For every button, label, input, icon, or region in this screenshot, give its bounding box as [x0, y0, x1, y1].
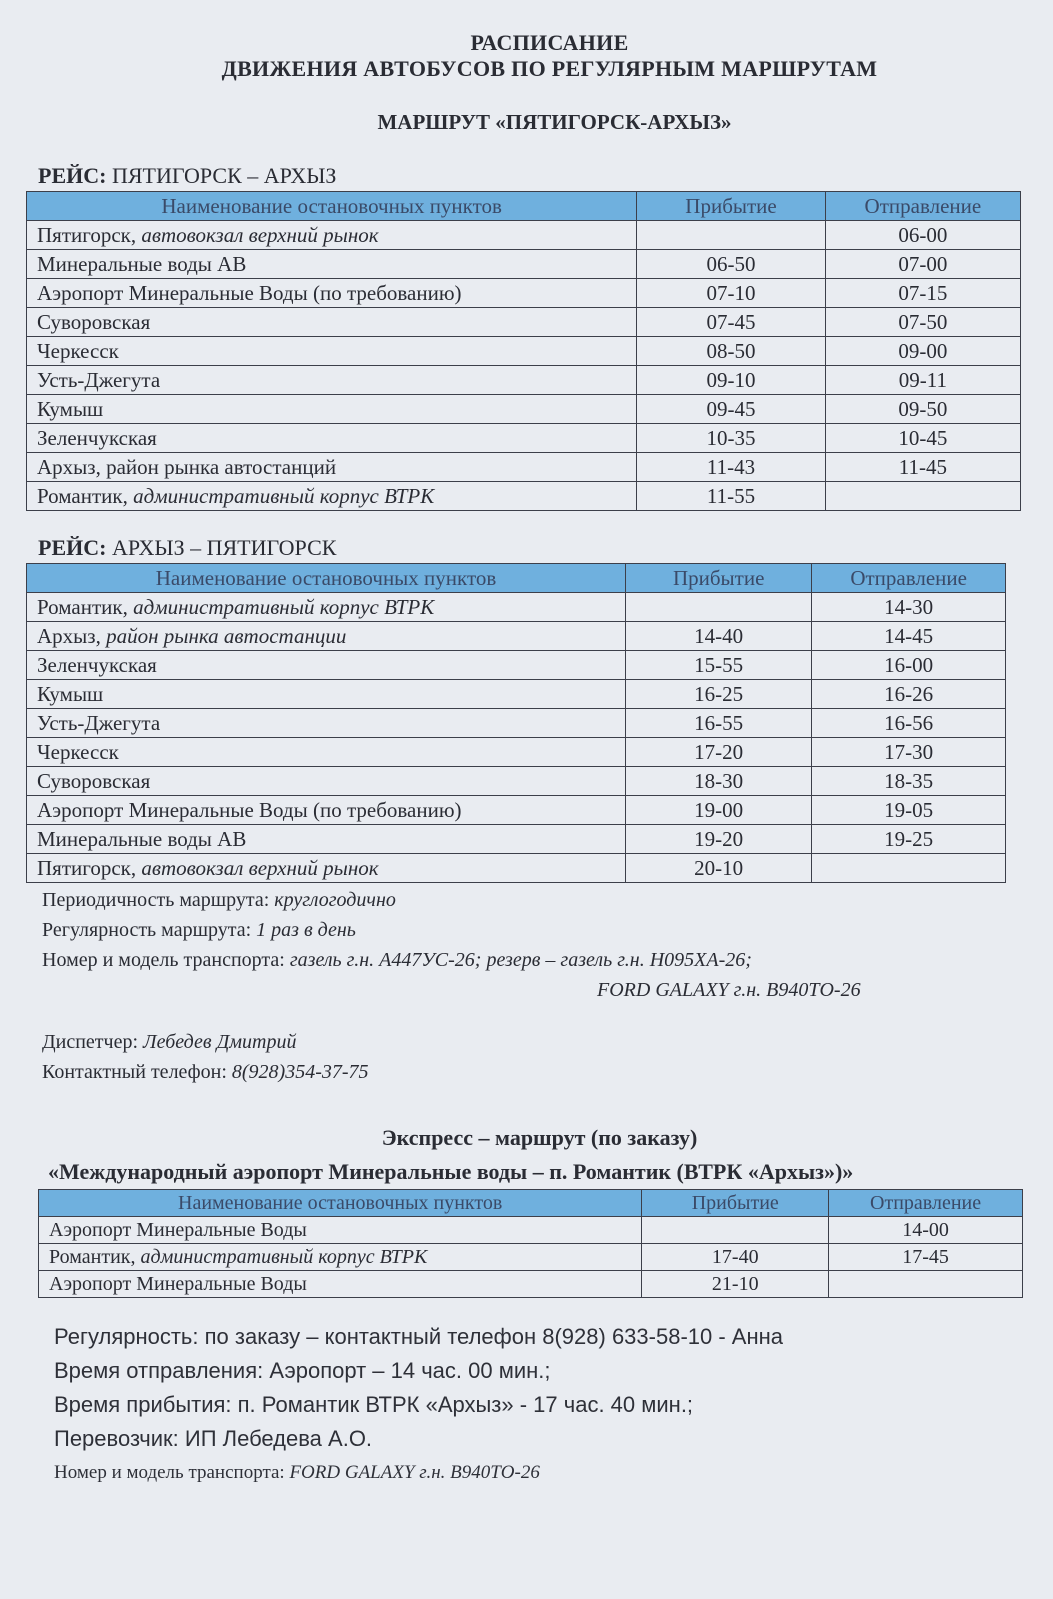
arrival-cell: 11-43 — [637, 453, 825, 482]
table-row — [39, 1217, 1023, 1244]
stop-cell — [27, 308, 637, 337]
arrival-cell: 16-55 — [626, 709, 812, 738]
dispatcher-label: Диспетчер: — [42, 1031, 139, 1053]
stop-note: автовокзал верхний рынок — [141, 855, 379, 880]
col-departure-header: Отправление — [812, 564, 1006, 593]
departure-cell — [825, 482, 1020, 511]
arrival-cell: 17-20 — [626, 738, 812, 767]
arrival-cell: 06-50 — [637, 250, 825, 279]
title-line-1: РАСПИСАНИЕ — [470, 30, 629, 55]
departure-cell: 17-30 — [812, 738, 1006, 767]
departure-cell: 14-30 — [812, 593, 1006, 622]
departure-cell — [829, 1271, 1023, 1298]
col-arrival-header: Прибытие — [626, 564, 812, 593]
table-row — [27, 854, 1006, 883]
stop-name: Пятигорск, — [37, 222, 137, 247]
arrival-cell: 11-55 — [637, 482, 825, 511]
departure-cell: 07-15 — [825, 279, 1020, 308]
departure-cell: 16-26 — [812, 680, 1006, 709]
table-row — [27, 308, 1021, 337]
stop-note: административный корпус ВТРК — [133, 594, 435, 619]
stop-note: административный корпус ВТРК — [140, 1245, 428, 1268]
stop-cell — [27, 395, 637, 424]
footer-carrier: Перевозчик: ИП Лебедева А.О. — [54, 1426, 373, 1451]
regularity-value: 1 раз в день — [256, 919, 356, 941]
departure-cell: 19-25 — [812, 825, 1006, 854]
table-row — [27, 680, 1006, 709]
stop-note: автовокзал верхний рынок — [141, 222, 379, 247]
stop-cell — [27, 709, 626, 738]
arrival-cell: 19-00 — [626, 796, 812, 825]
departure-cell: 14-00 — [829, 1217, 1023, 1244]
table-row — [27, 651, 1006, 680]
arrival-cell: 16-25 — [626, 680, 812, 709]
title-line-2: ДВИЖЕНИЯ АВТОБУСОВ ПО РЕГУЛЯРНЫМ МАРШРУТАМ — [221, 56, 878, 81]
table-row — [27, 250, 1021, 279]
stop-cell — [27, 250, 637, 279]
table-row — [27, 424, 1021, 453]
express-table — [38, 1189, 1023, 1298]
table-row — [27, 825, 1006, 854]
phone-label: Контактный телефон: — [42, 1061, 227, 1083]
table-row — [27, 767, 1006, 796]
stop-cell — [27, 854, 626, 883]
document-title — [86, 30, 1013, 82]
trip1-heading — [38, 163, 1013, 189]
departure-cell: 09-11 — [825, 366, 1020, 395]
table-row — [39, 1271, 1023, 1298]
trip1-table — [26, 191, 1021, 511]
table-row — [27, 279, 1021, 308]
arrival-cell: 19-20 — [626, 825, 812, 854]
trip2-label: РЕЙС: — [38, 535, 107, 560]
arrival-cell — [637, 221, 825, 250]
table-row — [27, 453, 1021, 482]
arrival-cell: 10-35 — [637, 424, 825, 453]
stop-name: Аэропорт Минеральные Воды — [49, 1272, 307, 1295]
stop-cell — [27, 796, 626, 825]
stop-cell — [39, 1217, 642, 1244]
departure-cell: 18-35 — [812, 767, 1006, 796]
stop-name: Романтик, — [49, 1245, 136, 1268]
table-row — [27, 337, 1021, 366]
table-row — [27, 593, 1006, 622]
trip1-body — [27, 221, 1021, 511]
footer-transport-value: FORD GALAXY г.н. В940ТО-26 — [289, 1462, 540, 1483]
footer-transport — [54, 1456, 1013, 1490]
stop-cell — [27, 622, 626, 651]
trip1-label: РЕЙС: — [38, 163, 107, 188]
table-row — [27, 395, 1021, 424]
transport-line — [42, 945, 1013, 975]
table-row — [27, 738, 1006, 767]
arrival-cell — [626, 593, 812, 622]
stop-name: Архыз, район рынка автостанций — [37, 454, 337, 479]
departure-cell: 06-00 — [825, 221, 1020, 250]
stop-name: Аэропорт Минеральные Воды — [49, 1218, 307, 1241]
express-route: «Международный аэропорт Минеральные воды – п. Романтик (ВТРК «Архыз»)» — [48, 1159, 854, 1184]
express-title: Экспресс – маршрут (по заказу) — [381, 1125, 698, 1150]
phone-value: 8(928)354-37-75 — [231, 1061, 369, 1083]
col-stop-header: Наименование остановочных пунктов — [27, 192, 637, 221]
departure-cell: 09-00 — [825, 337, 1020, 366]
route-title: МАРШРУТ «ПЯТИГОРСК-АРХЫЗ» — [377, 110, 732, 134]
dispatcher-line — [42, 1027, 1013, 1057]
arrival-cell — [642, 1217, 829, 1244]
stop-cell — [27, 593, 626, 622]
col-arrival-header: Прибытие — [642, 1190, 829, 1217]
stop-name: Архыз, — [37, 623, 101, 648]
departure-cell — [812, 854, 1006, 883]
table-row — [27, 709, 1006, 738]
arrival-cell: 17-40 — [642, 1244, 829, 1271]
stop-cell — [27, 825, 626, 854]
col-arrival-header: Прибытие — [637, 192, 825, 221]
departure-cell: 16-56 — [812, 709, 1006, 738]
table-header-row — [27, 192, 1021, 221]
departure-cell: 19-05 — [812, 796, 1006, 825]
stop-cell — [39, 1271, 642, 1298]
stop-name: Суворовская — [37, 768, 151, 793]
col-stop-header: Наименование остановочных пунктов — [27, 564, 626, 593]
stop-name: Зеленчукская — [37, 652, 157, 677]
departure-cell: 17-45 — [829, 1244, 1023, 1271]
arrival-cell: 15-55 — [626, 651, 812, 680]
table-row — [27, 622, 1006, 651]
stop-name: Зеленчукская — [37, 425, 157, 450]
departure-cell: 09-50 — [825, 395, 1020, 424]
stop-cell — [27, 767, 626, 796]
transport-label: Номер и модель транспорта: — [42, 949, 285, 971]
stop-name: Суворовская — [37, 309, 151, 334]
departure-cell: 07-00 — [825, 250, 1020, 279]
express-body — [39, 1217, 1023, 1298]
period-line — [42, 885, 1013, 915]
arrival-cell: 21-10 — [642, 1271, 829, 1298]
arrival-cell: 14-40 — [626, 622, 812, 651]
footer-departure: Время отправления: Аэропорт – 14 час. 00 мин.; — [54, 1358, 551, 1383]
period-label: Периодичность маршрута: — [42, 889, 270, 911]
trip2-table — [26, 563, 1006, 883]
stop-name: Аэропорт Минеральные Воды (по требованию) — [37, 797, 462, 822]
regularity-label: Регулярность маршрута: — [42, 919, 252, 941]
trip2-body — [27, 593, 1006, 883]
express-footer — [54, 1320, 1013, 1490]
stop-name: Кумыш — [37, 681, 104, 706]
table-row — [27, 221, 1021, 250]
transport-value: газель г.н. А447УС-26; резерв – газель г.н. Н095ХА-26; — [289, 949, 752, 971]
stop-note: административный корпус ВТРК — [133, 483, 435, 508]
stop-cell — [27, 482, 637, 511]
dispatcher-value: Лебедев Дмитрий — [143, 1031, 297, 1053]
arrival-cell: 07-10 — [637, 279, 825, 308]
stop-cell — [27, 337, 637, 366]
arrival-cell: 20-10 — [626, 854, 812, 883]
col-stop-header: Наименование остановочных пунктов — [39, 1190, 642, 1217]
trip2-heading — [38, 535, 1013, 561]
stop-cell — [27, 221, 637, 250]
departure-cell: 10-45 — [825, 424, 1020, 453]
stop-name: Кумыш — [37, 396, 104, 421]
footer-transport-label: Номер и модель транспорта: — [54, 1462, 285, 1483]
arrival-cell: 08-50 — [637, 337, 825, 366]
regularity-line — [42, 915, 1013, 945]
stop-cell — [27, 279, 637, 308]
table-header-row — [27, 564, 1006, 593]
route-meta — [42, 885, 1013, 1087]
stop-cell — [27, 366, 637, 395]
table-row — [27, 796, 1006, 825]
departure-cell: 16-00 — [812, 651, 1006, 680]
col-departure-header: Отправление — [825, 192, 1020, 221]
arrival-cell: 09-45 — [637, 395, 825, 424]
footer-regularity: Регулярность: по заказу – контактный телефон 8(928) 633-58-10 - Анна — [54, 1324, 783, 1349]
stop-name: Минеральные воды АВ — [37, 251, 247, 276]
footer-arrival: Время прибытия: п. Романтик ВТРК «Архыз» - 17 час. 40 мин.; — [54, 1392, 694, 1417]
stop-cell — [27, 651, 626, 680]
arrival-cell: 07-45 — [637, 308, 825, 337]
stop-name: Романтик, — [37, 483, 128, 508]
departure-cell: 11-45 — [825, 453, 1020, 482]
arrival-cell: 18-30 — [626, 767, 812, 796]
col-departure-header: Отправление — [829, 1190, 1023, 1217]
stop-name: Черкесск — [37, 739, 119, 764]
stop-cell — [27, 680, 626, 709]
stop-cell — [27, 453, 637, 482]
stop-note: район рынка автостанции — [106, 623, 347, 648]
phone-line — [42, 1057, 1013, 1087]
trip2-name: АРХЫЗ – ПЯТИГОРСК — [111, 535, 337, 560]
transport-line-2: FORD GALAXY г.н. В940ТО-26 — [597, 979, 861, 1001]
table-row — [39, 1244, 1023, 1271]
table-row — [27, 366, 1021, 395]
table-header-row — [39, 1190, 1023, 1217]
stop-cell — [27, 738, 626, 767]
stop-name: Романтик, — [37, 594, 128, 619]
stop-name: Пятигорск, — [37, 855, 137, 880]
stop-name: Усть-Джегута — [37, 710, 161, 735]
departure-cell: 07-50 — [825, 308, 1020, 337]
stop-name: Минеральные воды АВ — [37, 826, 247, 851]
stop-name: Усть-Джегута — [37, 367, 161, 392]
trip1-name: ПЯТИГОРСК – АРХЫЗ — [111, 163, 337, 188]
arrival-cell: 09-10 — [637, 366, 825, 395]
stop-cell — [39, 1244, 642, 1271]
stop-name: Черкесск — [37, 338, 119, 363]
period-value: круглогодично — [274, 889, 396, 911]
table-row — [27, 482, 1021, 511]
stop-cell — [27, 424, 637, 453]
stop-name: Аэропорт Минеральные Воды (по требованию) — [37, 280, 462, 305]
departure-cell: 14-45 — [812, 622, 1006, 651]
